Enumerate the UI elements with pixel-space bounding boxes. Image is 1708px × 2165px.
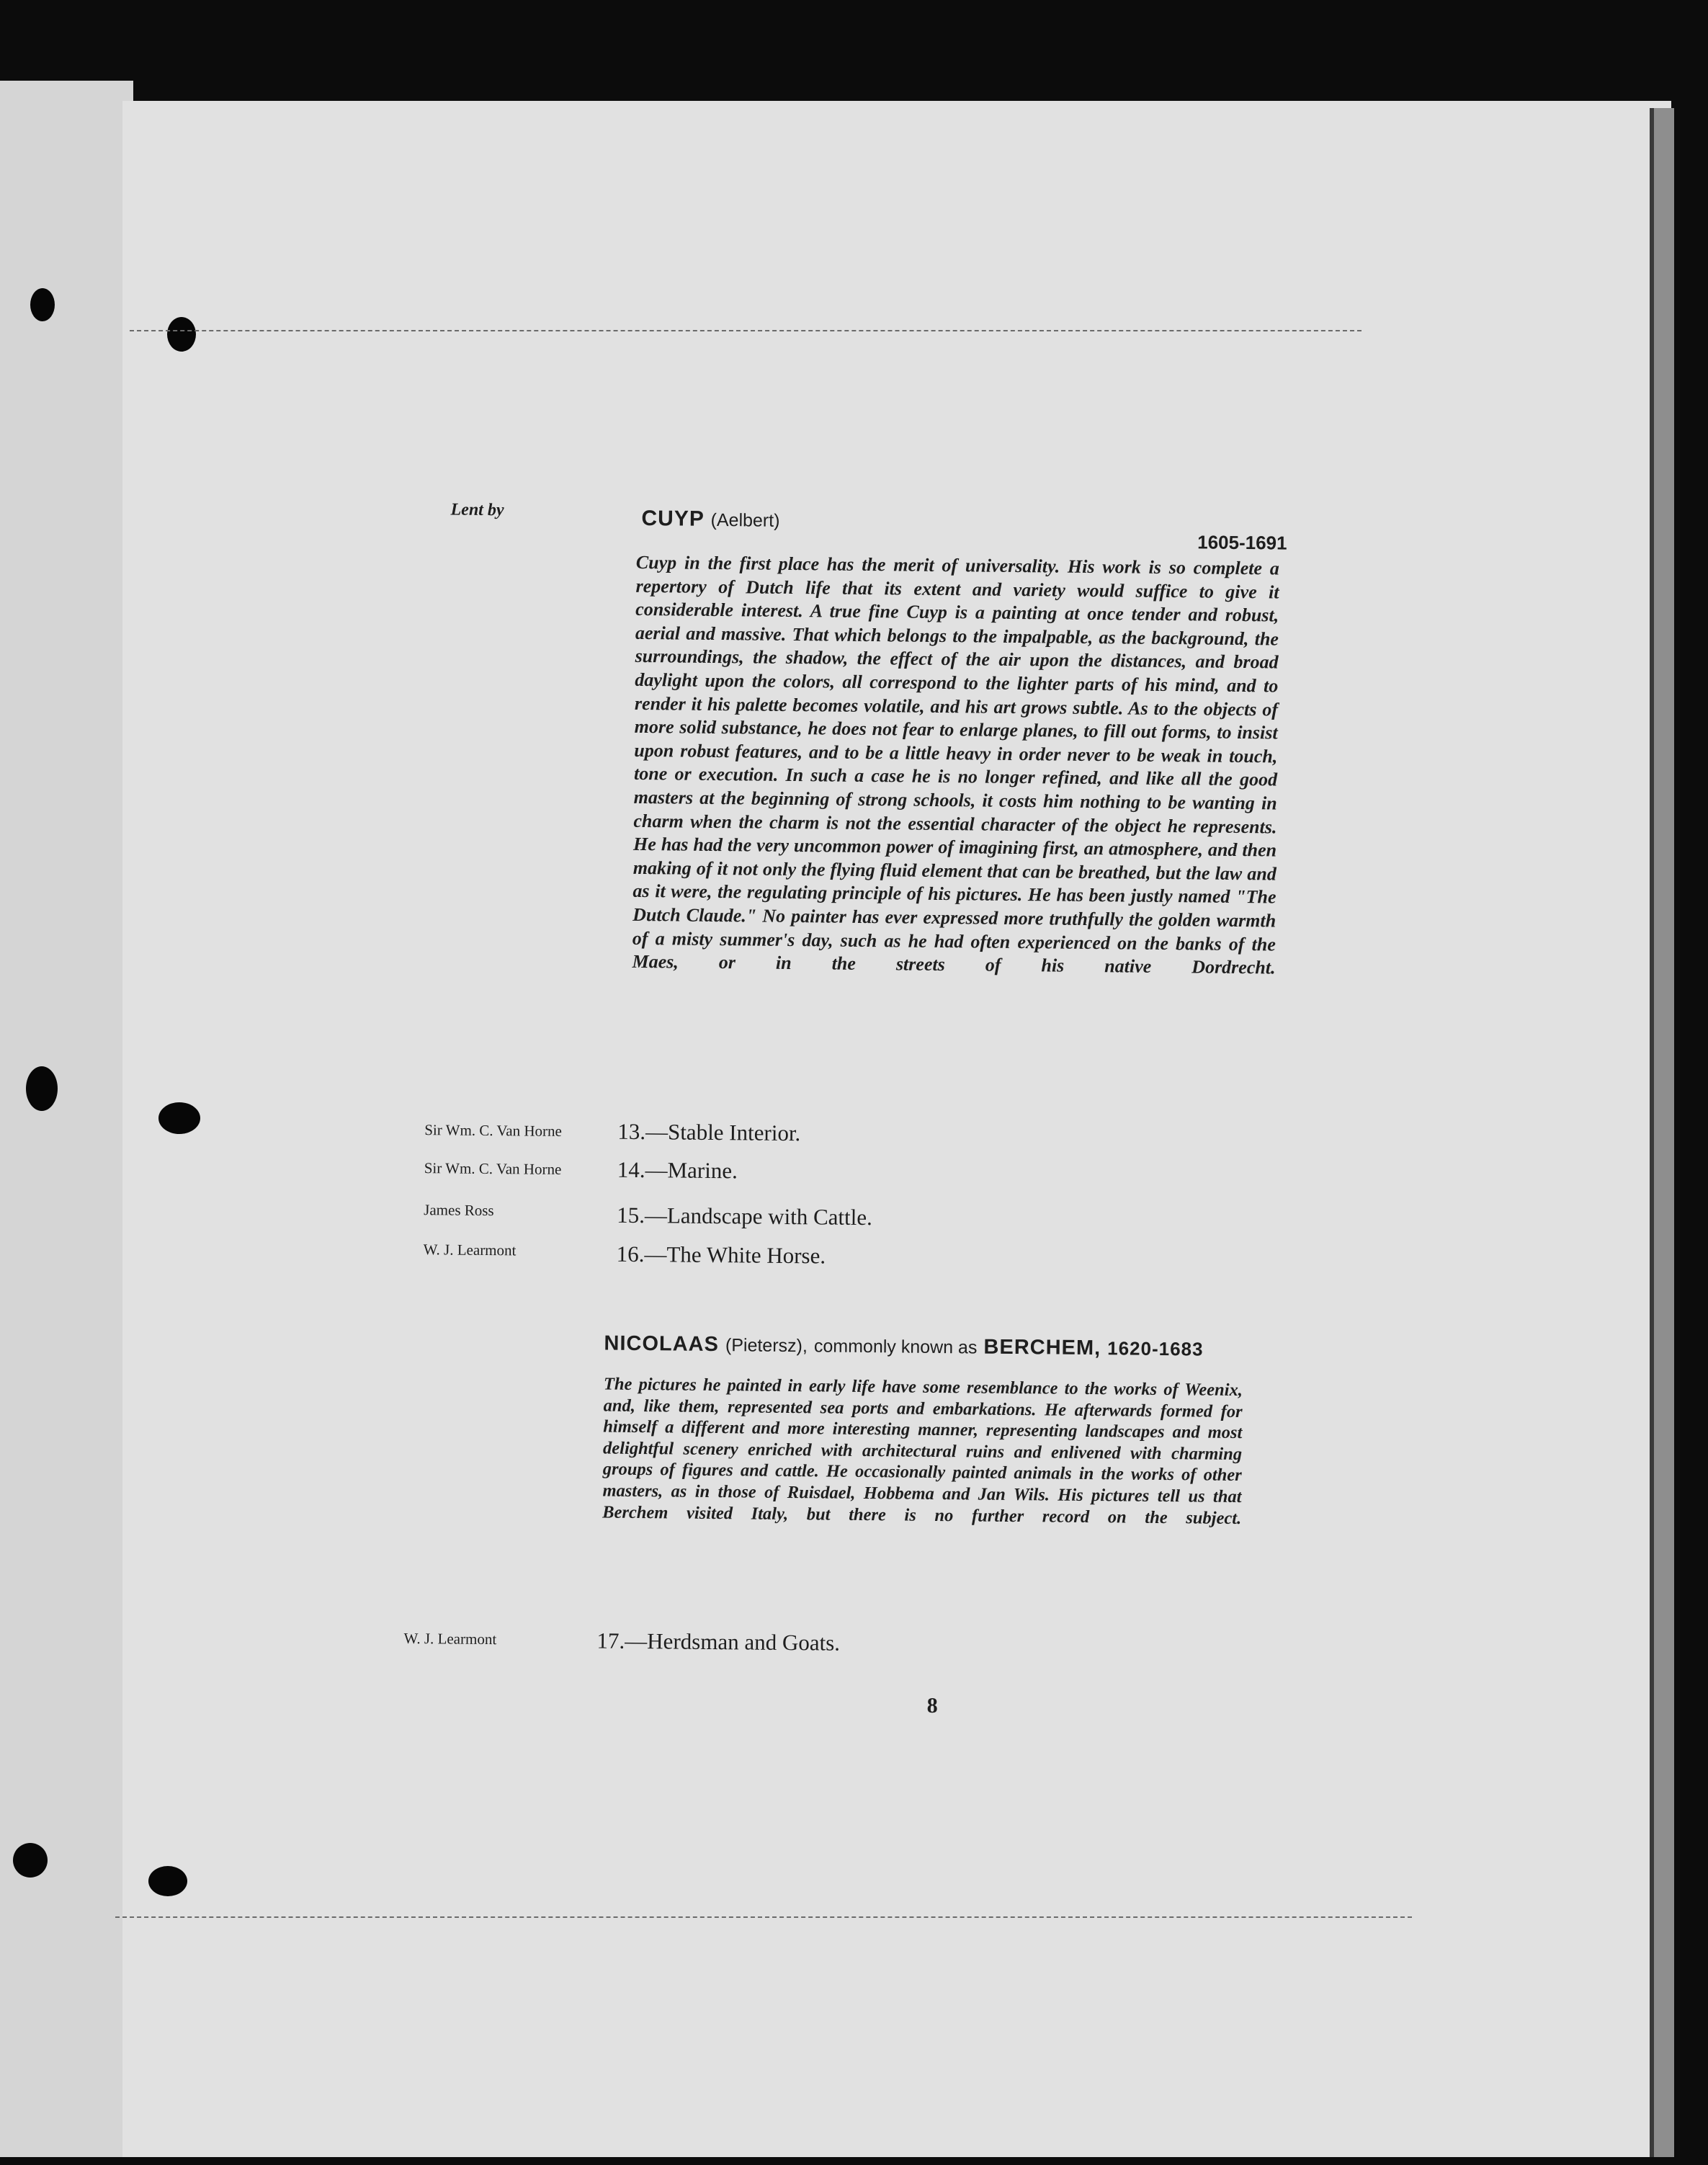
lender: W. J. Learmont — [423, 1241, 517, 1259]
artist-name: NICOLAAS — [604, 1331, 720, 1357]
artist-alias: BERCHEM, — [983, 1335, 1101, 1360]
lender: W. J. Learmont — [403, 1629, 497, 1648]
lender: Sir Wm. C. Van Horne — [424, 1121, 562, 1140]
artist-qualifier: (Aelbert) — [710, 509, 780, 531]
work-entry — [617, 1157, 738, 1184]
artist-name: CUYP — [641, 506, 705, 531]
work-title: —The White Horse. — [644, 1241, 826, 1269]
work-entry — [617, 1202, 872, 1231]
lender: James Ross — [424, 1201, 494, 1220]
work-number: 16. — [616, 1241, 645, 1267]
lent-by-label: Lent by — [450, 500, 504, 520]
work-entry — [617, 1241, 826, 1269]
work-title: —Landscape with Cattle. — [644, 1202, 873, 1231]
work-entry — [617, 1119, 800, 1146]
work-number: 13. — [617, 1118, 646, 1145]
artist-biography: Cuyp in the first place has the merit of universality. His work is so complete a repertory of Dutch life that its extent and variety would suffice to give it considerable interest. A true fine Cuyp is a painting at once tender and robust, aerial and massive. That which belongs to the impalpable, as the background, the surroundings, the shadow, the effect of the air upon the distances, and broad daylight upon the colors, all correspond to the lighter parts of his mind, and to render it his palette becomes volatile, and his art grows subtle. As to the objects of more solid substance, he does not fear to enlarge planes, to fill out forms, to insist upon robust features, and to be a little heavy in order never to be weak in touch, tone or execution. In such a case he is no longer refined, and like all the good masters at the beginning of strong schools, it costs him nothing to be wanting in charm when the charm is not the essential character of the object he represents. He has had the very uncommon power of imagining first, an atmosphere, and then making of it not only the flying fluid element that can be breathed, but the law and as it were, the regulating principle of his pictures. He has been justly named "The Dutch Claude." No painter has ever expressed more truthfully the golden warmth of a misty summer's day, such as he had often experienced on the banks of the Maes, or in the streets of his native Dordrecht. — [632, 551, 1279, 978]
work-number: 15. — [617, 1202, 645, 1228]
artist-heading — [641, 506, 779, 532]
work-title: —Marine. — [645, 1157, 738, 1184]
work-title: —Stable Interior. — [645, 1119, 801, 1146]
lender: Sir Wm. C. Van Horne — [424, 1159, 562, 1178]
work-number: 14. — [617, 1156, 645, 1183]
artist-heading — [604, 1332, 1203, 1362]
page-number: 8 — [926, 1693, 938, 1718]
artist-dates: 1620-1683 — [1107, 1337, 1204, 1360]
artist-name-continued: commonly known as — [813, 1336, 978, 1358]
work-number: 17. — [596, 1628, 625, 1653]
artist-qualifier: (Pietersz), — [725, 1335, 808, 1357]
artist-dates: 1605-1691 — [1197, 531, 1287, 554]
work-title: —Herdsman and Goats. — [625, 1628, 841, 1656]
artist-biography: The pictures he painted in early life have some resemblance to the works of Weenix, and, like them, represented sea ports and embarkations. He afterwards formed for himself a different and more interesting manner, representing landscapes and most delightful scenery enriched with architectural ruins and enlivened with charming groups of figures and cattle. He occasionally painted animals in the works of other masters, as in those of Ruisdael, Hobbema and Jan Wils. His pictures tell us that Berchem visited Italy, but there is no further record on the subject. — [602, 1374, 1243, 1528]
work-entry — [596, 1628, 840, 1656]
